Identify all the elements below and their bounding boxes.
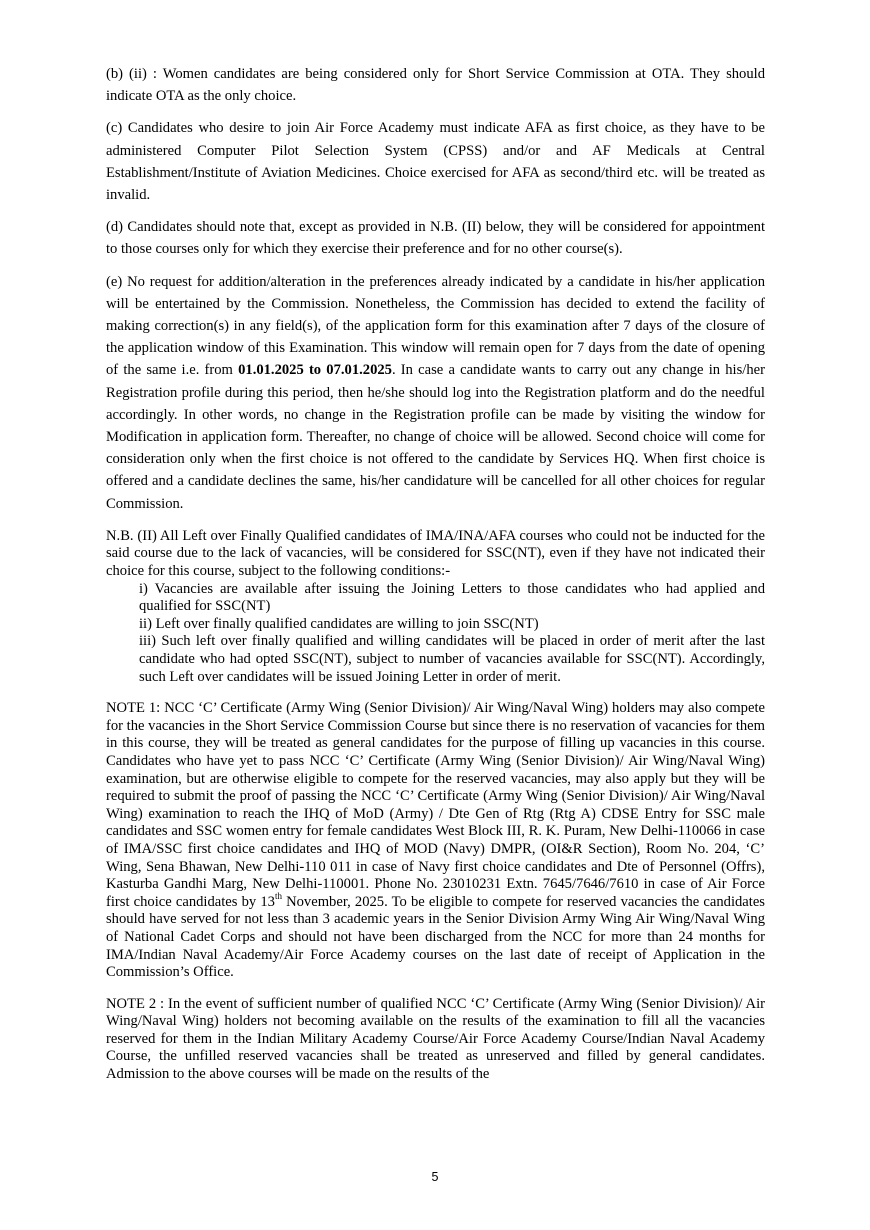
paragraph-e-text-1: (e) No request for addition/alteration in the preferences already indicated by a candidate in his/her application will be entertained by the Commission. Nonetheless, the Commission has decided to extend the facility of making correction(s) in any field(s), of the application form for this examination after 7 days of the closure of the application window of this Examination. This window will remain open for 7 days from the date of opening of the same i.e. from [106,273,765,379]
paragraph-e-text-2: . In case a candidate wants to carry out any change in his/her Registration profile during this period, then he/she should log into the Registration platform and do the needful accordingly. In other words, no change in the Registration profile can be made by visiting the window for Modification in application form. Thereafter, no change of choice will be allowed. Second choice will come for consideration only when the first choice is not offered to the candidate by Services HQ. When first choice is offered and a candidate declines the same, his/her candidature will be cancelled for all other choices for regular Commission. [106,362,765,512]
paragraph-c: (c) Candidates who desire to join Air Force Academy must indicate AFA as first choice, as they have to be administered Computer Pilot Selection System (CPSS) and/or and AF Medicals at Central Establishment/Institute of Aviation Medicines. Choice exercised for AFA as second/third etc. will be treated as invalid. [106,120,765,204]
page-number: 5 [431,1170,439,1184]
page-content [106,63,765,1084]
nb-ii-block [106,528,765,686]
paragraph-e [106,271,765,515]
condition-item: ii) Left over finally qualified candidates are willing to join SSC(NT) [139,615,539,632]
note-1 [106,700,765,982]
condition-item: i) Vacancies are available after issuing the Joining Letters to those candidates who had applied and qualified for SSC(NT) [139,580,765,615]
note-1-text-1: NOTE 1: NCC ‘C’ Certificate (Army Wing (Senior Division)/ Air Wing/Naval Wing) holders may also compete for the vacancies in the Short Service Commission Course but since there is no reservation of vacancies for them in this course, they will be treated as general candidates for the purpose of filling up vacancies in this course. Candidates who have yet to pass NCC ‘C’ Certificate (Army Wing (Senior Division)/ Air Wing/Naval Wing) examination, but are otherwise eligible to compete for the reserved vacancies, may also apply but they will be required to submit the proof of passing the NCC ‘C’ Certificate (Army Wing (Senior Division)/ Air Wing/Naval Wing) examination to reach the IHQ of MoD (Army) / Dte Gen of Rtg (Rtg A) CDSE Entry for SSC male candidates and SSC women entry for female candidates West Block III, R. K. Puram, New Delhi-110066 in case of IMA/SSC first choice candidates and IHQ of MOD (Navy) DMPR, (OI&R Section), Room No. 204, ‘C’ Wing, Sena Bhawan, New Delhi-110 011 in case of Navy first choice candidates and Dte of Personnel (Offrs), Kasturba Gandhi Marg, New Delhi-110001. Phone No. 23010231 Extn. 7645/7646/7610 in case of Air Force first choice candidates by 13 [106,700,765,910]
condition-item: iii) Such left over finally qualified and willing candidates will be placed in order of merit after the last candidate who had opted SSC(NT), subject to number of vacancies available for SSC(NT). Accordingly, such Left over candidates will be issued Joining Letter in order of merit. [139,633,765,685]
correction-window-dates: 01.01.2025 to 07.01.2025 [238,362,392,379]
note-1-superscript: th [274,890,282,901]
paragraph-nb-ii: N.B. (II) All Left over Finally Qualified candidates of IMA/INA/AFA courses who could not be inducted for the said course due to the lack of vacancies, will be considered for SSC(NT), even if they have not indicated their choice for this course, subject to the following conditions:- [106,527,765,580]
conditions-list [106,581,765,687]
note-1-text-2: November, 2025. To be eligible to compete for reserved vacancies the candidates should have served for not less than 3 academic years in the Senior Division Army Wing Air Wing/Naval Wing of National Cadet Corps and should not have been discharged from the NCC for more than 24 months for IMA/Indian Naval Academy/Air Force Academy courses on the last date of receipt of Application in the Commission’s Office. [106,893,765,981]
note-2: NOTE 2 : In the event of sufficient number of qualified NCC ‘C’ Certificate (Army Wing (Senior Division)/ Air Wing/Naval Wing) holders not becoming available on the results of the examination to fill all the vacancies reserved for them in the Indian Military Academy Course/Air Force Academy Course/Indian Naval Academy Course, the unfilled reserved vacancies shall be treated as unreserved and filled by general candidates. Admission to the above courses will be made on the results of the [106,995,765,1083]
paragraph-d: (d) Candidates should note that, except as provided in N.B. (II) below, they will be considered for appointment to those courses only for which they exercise their preference and for no other course(s). [106,219,765,258]
paragraph-b-ii: (b) (ii) : Women candidates are being considered only for Short Service Commission at OTA. They should indicate OTA as the only choice. [106,66,765,105]
